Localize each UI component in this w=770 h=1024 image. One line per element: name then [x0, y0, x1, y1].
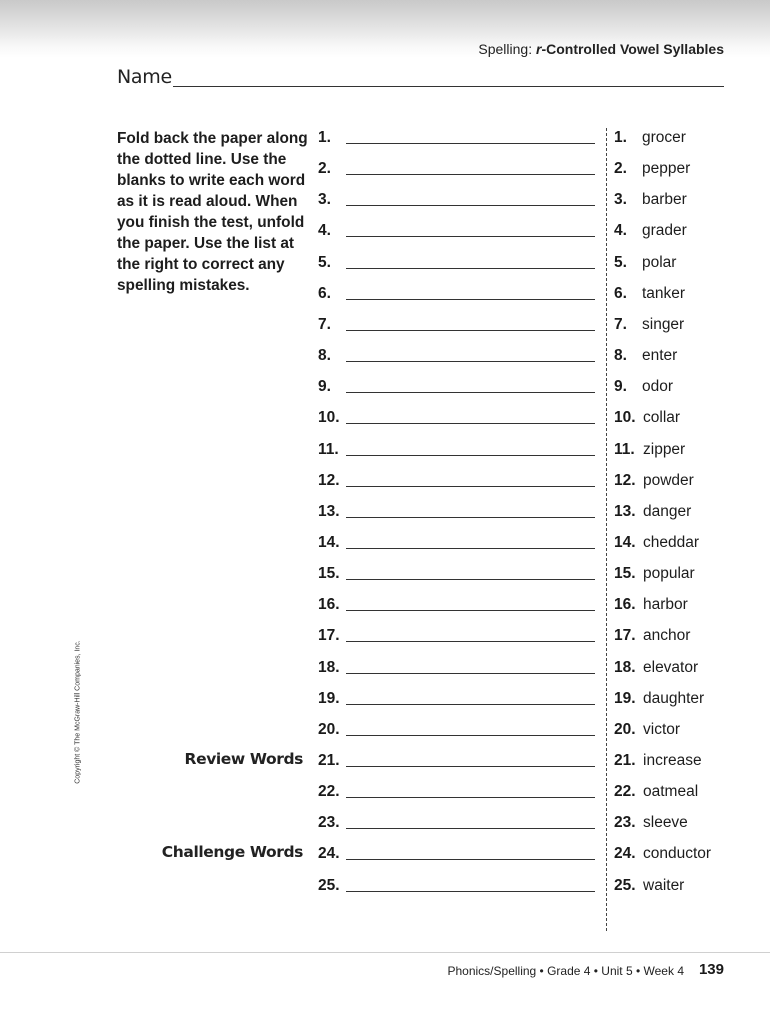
blank-number: 24. [318, 845, 340, 863]
answer-blank-row [318, 845, 598, 865]
word-list-item [614, 814, 688, 834]
footer-divider [0, 952, 770, 953]
blank-number: 3. [318, 191, 331, 209]
answer-blank-row [318, 783, 598, 803]
word-number: 6. [614, 284, 627, 302]
word-number: 13. [614, 502, 636, 520]
answer-blank-row [318, 596, 598, 616]
spelling-word: waiter [643, 876, 685, 894]
answer-blank-line[interactable] [346, 486, 595, 487]
name-label: Name [117, 66, 172, 88]
blank-number: 23. [318, 814, 340, 832]
spelling-word: grader [642, 222, 687, 240]
answer-blank-row [318, 160, 598, 180]
spelling-word: anchor [643, 627, 691, 645]
answer-blank-row [318, 690, 598, 710]
spelling-word: victor [643, 720, 681, 738]
spelling-word: odor [642, 378, 674, 396]
word-number: 1. [614, 129, 627, 146]
answer-blank-row [318, 347, 598, 367]
word-number: 7. [614, 315, 627, 333]
word-list-item [614, 845, 711, 865]
spelling-word: tanker [642, 284, 686, 302]
spelling-word: daughter [643, 689, 705, 707]
word-number: 23. [614, 814, 636, 832]
spelling-word: enter [642, 347, 678, 365]
word-list-item [614, 503, 691, 523]
spelling-word: danger [643, 502, 692, 520]
word-list-item [614, 627, 690, 647]
answer-blank-row [318, 627, 598, 647]
spelling-word: harbor [643, 596, 688, 614]
spelling-word: conductor [643, 845, 712, 863]
fold-dotted-line [606, 128, 607, 931]
answer-blank-line[interactable] [346, 579, 595, 580]
answer-blank-line[interactable] [346, 610, 595, 611]
spelling-word: singer [642, 315, 685, 333]
word-number: 9. [614, 378, 627, 396]
spelling-word: oatmeal [643, 783, 699, 801]
blank-number: 5. [318, 253, 331, 271]
blank-number: 17. [318, 627, 340, 645]
answer-blank-line[interactable] [346, 673, 595, 674]
blank-number: 25. [318, 876, 340, 894]
word-list-item [614, 347, 677, 367]
blank-number: 18. [318, 658, 340, 676]
answer-blank-line[interactable] [346, 455, 595, 456]
answer-blank-line[interactable] [346, 766, 595, 767]
answer-blank-row [318, 503, 598, 523]
answer-blank-row [318, 441, 598, 461]
word-list-item [614, 752, 702, 772]
word-number: 4. [614, 222, 627, 240]
blank-number: 2. [318, 160, 331, 178]
answer-blank-row [318, 191, 598, 211]
blank-number: 6. [318, 284, 331, 302]
title-italic-r: r [535, 41, 542, 57]
answer-blank-row [318, 472, 598, 492]
word-list-item [614, 254, 676, 274]
review-words-label: Review Words [184, 750, 303, 768]
word-number: 24. [614, 845, 636, 863]
answer-blank-row [318, 285, 598, 305]
word-list-item [614, 472, 694, 492]
word-number: 18. [614, 658, 636, 676]
answer-blank-line[interactable] [346, 423, 595, 424]
blank-number: 12. [318, 471, 340, 489]
word-number: 21. [614, 752, 636, 769]
answer-blank-row [318, 659, 598, 679]
spelling-word: increase [643, 752, 702, 769]
answer-blank-line[interactable] [346, 143, 595, 144]
answer-blank-line[interactable] [346, 828, 595, 829]
word-number: 3. [614, 191, 627, 209]
answer-blank-line[interactable] [346, 392, 595, 393]
answer-blank-line[interactable] [346, 330, 595, 331]
word-list-item [614, 783, 698, 803]
blank-number: 8. [318, 347, 331, 365]
blank-number: 10. [318, 409, 340, 427]
word-number: 12. [614, 471, 636, 489]
word-number: 25. [614, 876, 636, 894]
answer-blank-line[interactable] [346, 641, 595, 642]
answer-blank-row [318, 721, 598, 741]
word-list-item [614, 316, 684, 336]
answer-blank-row [318, 814, 598, 834]
answer-blank-row [318, 378, 598, 398]
word-number: 19. [614, 689, 636, 707]
word-number: 14. [614, 533, 636, 551]
answer-blank-line[interactable] [346, 891, 595, 892]
word-list-item [614, 565, 695, 585]
blank-number: 9. [318, 378, 331, 396]
answer-blank-row [318, 409, 598, 429]
word-list-item [614, 690, 704, 710]
spelling-word: zipper [643, 440, 686, 458]
name-field-line[interactable] [173, 86, 724, 87]
word-number: 16. [614, 596, 636, 614]
blank-number: 19. [318, 689, 340, 707]
word-list-item [614, 285, 685, 305]
blank-number: 22. [318, 783, 340, 801]
answer-blank-line[interactable] [346, 797, 595, 798]
challenge-words-label: Challenge Words [161, 843, 303, 861]
word-list-item [614, 596, 688, 616]
blank-number: 20. [318, 720, 340, 738]
spelling-word: elevator [643, 658, 699, 676]
answer-blank-line[interactable] [346, 174, 595, 175]
answer-blank-line[interactable] [346, 517, 595, 518]
worksheet-title [478, 41, 724, 57]
spelling-word: sleeve [643, 814, 688, 832]
answer-blank-line[interactable] [346, 361, 595, 362]
word-number: 20. [614, 720, 636, 738]
answer-blank-row [318, 877, 598, 897]
word-list-item [614, 659, 698, 679]
answer-blank-row [318, 316, 598, 336]
answer-blank-row [318, 534, 598, 554]
answer-blank-row [318, 129, 598, 149]
word-number: 8. [614, 347, 627, 365]
spelling-word: barber [642, 191, 687, 209]
blank-number: 7. [318, 315, 331, 333]
word-number: 10. [614, 409, 636, 427]
answer-blank-line[interactable] [346, 735, 595, 736]
word-number: 2. [614, 160, 627, 178]
answer-blank-line[interactable] [346, 548, 595, 549]
word-number: 22. [614, 783, 636, 801]
title-prefix: Spelling: [478, 41, 536, 57]
word-number: 5. [614, 253, 627, 271]
spelling-word: collar [643, 409, 681, 427]
spelling-word: cheddar [643, 533, 700, 551]
word-list-item [614, 409, 680, 429]
blank-number: 4. [318, 222, 331, 240]
word-list-item [614, 534, 699, 554]
answer-blank-row [318, 752, 598, 772]
spelling-word: popular [643, 565, 695, 583]
page-number: 139 [698, 961, 724, 978]
word-list-item [614, 441, 685, 461]
answer-blank-line[interactable] [346, 205, 595, 206]
answer-blank-row [318, 222, 598, 242]
answer-blank-line[interactable] [346, 236, 595, 237]
word-number: 17. [614, 627, 636, 645]
answer-blank-line[interactable] [346, 299, 595, 300]
answer-blank-line[interactable] [346, 268, 595, 269]
word-number: 15. [614, 565, 636, 583]
spelling-word: pepper [642, 160, 691, 178]
blank-number: 13. [318, 502, 340, 520]
blank-number: 1. [318, 129, 331, 146]
word-number: 11. [614, 440, 635, 458]
answer-blank-row [318, 565, 598, 585]
blank-number: 14. [318, 533, 340, 551]
word-list-item [614, 160, 690, 180]
word-list-item [614, 222, 687, 242]
copyright-text: Copyright © The McGraw-Hill Companies, Inc. [74, 640, 82, 784]
answer-blank-line[interactable] [346, 704, 595, 705]
blank-number: 21. [318, 752, 340, 769]
title-rest: -Controlled Vowel Syllables [541, 41, 724, 57]
instructions-text: Fold back the paper along the dotted line. Use the blanks to write each word as it is read aloud. When you finish the test, unfold the paper. Use the list at the right to correct any spelling mistakes. [117, 130, 308, 294]
blank-number: 16. [318, 596, 340, 614]
spelling-word: grocer [642, 129, 686, 146]
spelling-word: powder [643, 471, 694, 489]
word-list-item [614, 721, 680, 741]
blank-number: 11. [318, 440, 339, 458]
blank-number: 15. [318, 565, 340, 583]
footer-course-info: Phonics/Spelling • Grade 4 • Unit 5 • Week 4 [447, 964, 684, 978]
answer-blank-row [318, 254, 598, 274]
answer-blank-line[interactable] [346, 859, 595, 860]
word-list-item [614, 191, 687, 211]
word-list-item [614, 129, 686, 149]
word-list-item [614, 877, 684, 897]
spelling-word: polar [642, 253, 677, 271]
word-list-item [614, 378, 673, 398]
